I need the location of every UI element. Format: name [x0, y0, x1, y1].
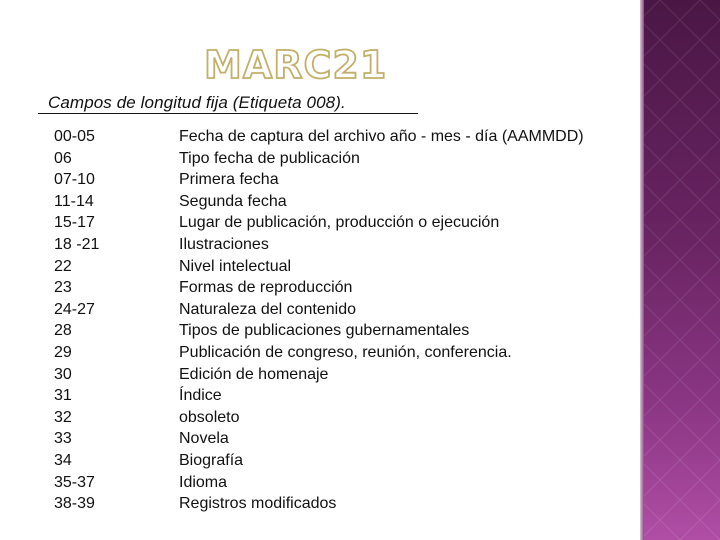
field-description: Ilustraciones: [179, 235, 269, 253]
field-code: 00-05: [54, 128, 95, 145]
field-row: [54, 364, 644, 386]
decorative-side-panel: [640, 0, 720, 540]
field-row: [54, 450, 644, 472]
subtitle: Campos de longitud fija (Etiqueta 008).: [48, 93, 346, 112]
field-description: Índice: [179, 387, 222, 405]
field-row: [54, 234, 644, 256]
field-code: 35-37: [54, 473, 95, 491]
field-code: 22: [54, 257, 72, 275]
field-description: Tipo fecha de publicación: [179, 149, 360, 167]
field-code: 32: [54, 408, 72, 426]
field-description: Edición de homenaje: [179, 365, 329, 383]
title-text: MARC21: [204, 43, 388, 87]
field-description: Formas de reproducción: [179, 279, 353, 297]
field-row: [54, 126, 644, 148]
field-code: 24-27: [54, 300, 95, 318]
field-description: Lugar de publicación, producción o ejecución: [179, 214, 500, 232]
field-description: Registros modificados: [179, 495, 337, 513]
field-row: [54, 428, 644, 450]
field-code: 28: [54, 322, 72, 340]
field-code: 29: [54, 343, 72, 361]
diamond-pattern: [640, 0, 720, 540]
field-description: Naturaleza del contenido: [179, 300, 357, 318]
field-row: [54, 299, 644, 321]
field-row: [54, 212, 644, 234]
field-description: obsoleto: [179, 408, 240, 426]
field-row: [54, 407, 644, 429]
field-row: [54, 277, 644, 299]
field-row: [54, 493, 644, 515]
page-title: [200, 40, 388, 87]
field-code: 23: [54, 279, 72, 297]
field-description: Publicación de congreso, reunión, conferencia.: [179, 343, 512, 361]
field-code: 07-10: [54, 171, 95, 189]
field-row: [54, 148, 644, 170]
field-description: Nivel intelectual: [179, 257, 292, 275]
field-code: 34: [54, 451, 72, 469]
field-row: [54, 385, 644, 407]
field-code: 06: [54, 149, 72, 167]
field-list: [54, 126, 644, 515]
subtitle-underline: [38, 113, 418, 114]
field-code: 38-39: [54, 495, 95, 513]
field-description: Primera fecha: [179, 171, 279, 189]
field-code: 15-17: [54, 214, 95, 232]
field-row: [54, 320, 644, 342]
field-row: [54, 191, 644, 213]
field-row: [54, 256, 644, 278]
field-code: 31: [54, 387, 72, 405]
field-description: Biografía: [179, 451, 244, 469]
field-code: 18 -21: [54, 235, 100, 253]
field-row: [54, 169, 644, 191]
field-description: Segunda fecha: [179, 192, 287, 210]
field-description: Novela: [179, 430, 229, 448]
field-description: Fecha de captura del archivo año - mes - día (AAMMDD): [179, 128, 584, 145]
field-code: 11-14: [54, 192, 94, 210]
field-description: Idioma: [179, 473, 228, 491]
field-row: [54, 342, 644, 364]
field-code: 30: [54, 365, 72, 383]
field-row: [54, 472, 644, 494]
field-description: Tipos de publicaciones gubernamentales: [179, 322, 470, 340]
field-code: 33: [54, 430, 72, 448]
